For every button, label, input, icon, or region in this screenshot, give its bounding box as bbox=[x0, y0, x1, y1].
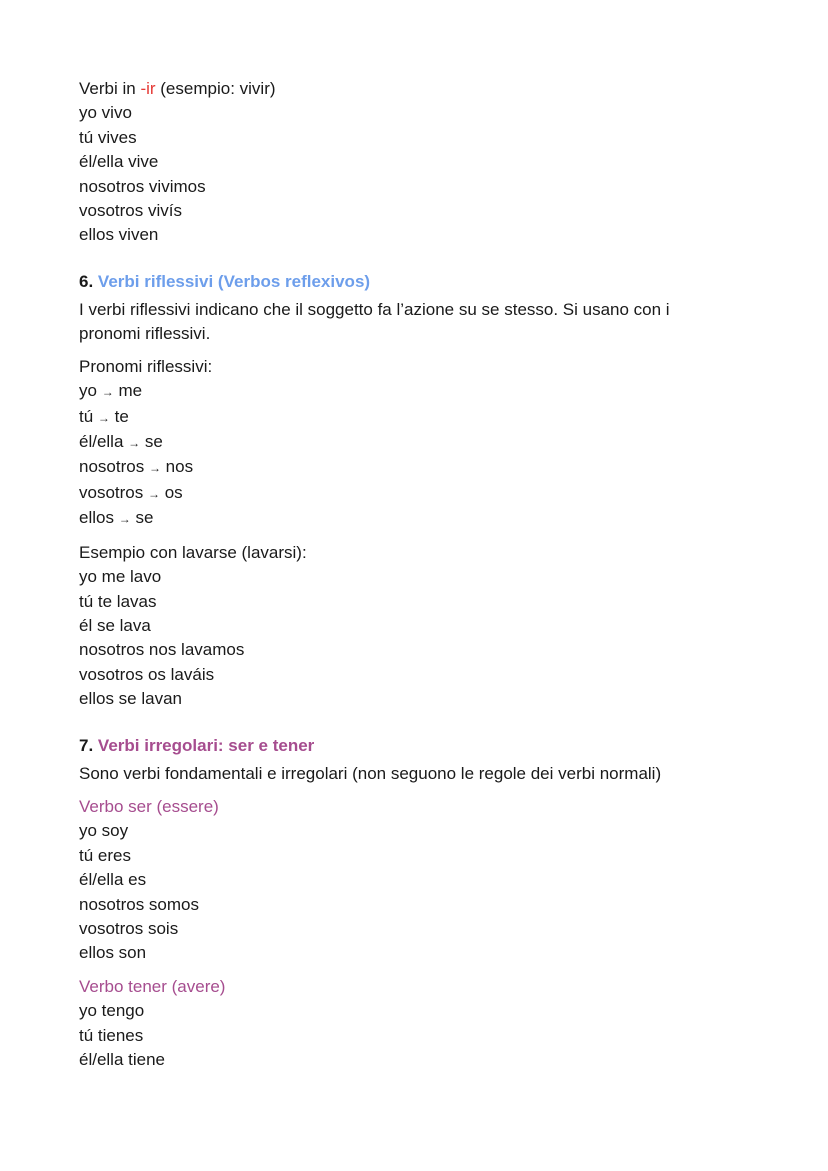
arrow-icon: → bbox=[101, 385, 114, 400]
example-line: ellos se lavan bbox=[79, 689, 183, 709]
ir-ending: -ir bbox=[140, 79, 156, 98]
example-line: tú te lavas bbox=[79, 591, 157, 611]
pronoun-subject: tú bbox=[79, 406, 94, 426]
reflexive-pronoun: se bbox=[144, 432, 163, 452]
ser-line: yo soy bbox=[79, 821, 129, 841]
section-7-intro: Sono verbi fondamentali e irregolari (non seguono le regole dei verbi normali) bbox=[79, 763, 662, 783]
ser-line: ellos son bbox=[79, 943, 147, 963]
pronoun-row bbox=[79, 455, 759, 480]
arrow-icon: → bbox=[97, 410, 110, 425]
conjugation-line: él/ella vive bbox=[79, 152, 159, 172]
pronoun-subject: vosotros bbox=[79, 482, 144, 502]
pronoun-subject: yo bbox=[79, 381, 97, 401]
ir-title-rest: (esempio: vivir) bbox=[155, 79, 276, 98]
pronoun-subject: nosotros bbox=[79, 457, 145, 477]
conjugation-line: yo vivo bbox=[79, 103, 132, 123]
arrow-icon: → bbox=[128, 436, 141, 451]
section-6-number: 6. bbox=[79, 271, 94, 291]
example-line: él se lava bbox=[79, 615, 151, 635]
reflexive-pronoun: os bbox=[164, 482, 183, 502]
conjugation-line: nosotros vivimos bbox=[79, 176, 206, 196]
ser-line: nosotros somos bbox=[79, 894, 199, 914]
example-line: vosotros os laváis bbox=[79, 664, 215, 684]
ser-label: Verbo ser (essere) bbox=[79, 796, 219, 816]
pronoun-subject: él/ella bbox=[79, 432, 124, 452]
arrow-icon: → bbox=[147, 486, 160, 501]
pronoun-row bbox=[79, 379, 759, 404]
arrow-icon: → bbox=[118, 512, 131, 527]
section-7-title: Verbi irregolari: ser e tener bbox=[97, 735, 315, 755]
reflexive-pronoun: se bbox=[135, 508, 154, 528]
tener-line: yo tengo bbox=[79, 1001, 145, 1021]
ir-title-prefix: Verbi in bbox=[79, 79, 141, 98]
example-line: nosotros nos lavamos bbox=[79, 640, 245, 660]
conjugation-line: vosotros vivís bbox=[79, 201, 182, 221]
section-6-intro: I verbi riflessivi indicano che il soggetto fa l’azione su se stesso. Si usano con i pronomi riflessivi. bbox=[79, 299, 670, 343]
document-content bbox=[79, 77, 759, 1072]
ser-line: tú eres bbox=[79, 845, 131, 865]
section-7-heading bbox=[79, 734, 759, 758]
arrow-icon: → bbox=[148, 461, 161, 476]
section-7-number: 7. bbox=[79, 735, 94, 755]
ser-line: él/ella es bbox=[79, 870, 147, 890]
pronoun-row bbox=[79, 481, 759, 506]
tener-line: tú tienes bbox=[79, 1025, 144, 1045]
reflexive-pronoun: te bbox=[114, 406, 129, 426]
section-6-title: Verbi riflessivi (Verbos reflexivos) bbox=[97, 271, 371, 291]
conjugation-line: ellos viven bbox=[79, 225, 159, 245]
reflexive-pronoun: me bbox=[118, 381, 143, 401]
tener-line: él/ella tiene bbox=[79, 1050, 166, 1069]
pronoun-row bbox=[79, 506, 759, 531]
pronoun-subject: ellos bbox=[79, 508, 114, 528]
section-6-heading bbox=[79, 270, 759, 294]
conjugation-line: tú vives bbox=[79, 127, 137, 147]
tener-label: Verbo tener (avere) bbox=[79, 976, 226, 996]
example-label: Esempio con lavarse (lavarsi): bbox=[79, 542, 307, 562]
ser-line: vosotros sois bbox=[79, 918, 179, 938]
pronoun-row bbox=[79, 430, 759, 455]
example-line: yo me lavo bbox=[79, 567, 162, 587]
pronouns-label: Pronomi riflessivi: bbox=[79, 356, 213, 376]
pronoun-row bbox=[79, 405, 759, 430]
ir-verbs-title bbox=[79, 77, 759, 101]
reflexive-pronoun: nos bbox=[165, 457, 194, 477]
